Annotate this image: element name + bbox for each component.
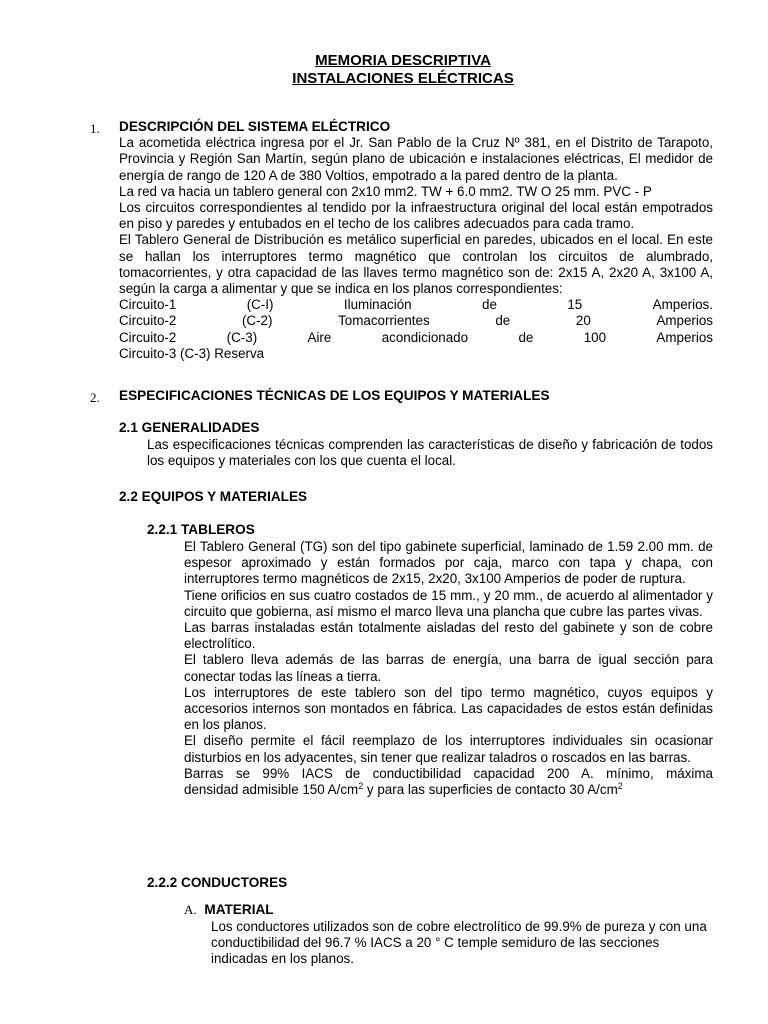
circuit-cell: Iluminación [343,297,412,313]
material-title: MATERIAL [204,902,274,917]
circuit-cell: Circuito-2 [119,313,177,329]
circuit-cell: Circuito-2 [119,329,177,345]
section-1-paragraph-4: El Tablero General de Distribución es metálico superficial en paredes, ubicados en el local. En este se hallan los interruptores termo magnético que controlan los circuitos de alumbrado, tomacorrientes, y otra capacidad de las llaves termo magnético son de: 2x15 A, 2x20 A, 3x100 A, según la carga a alimentar y que se indica en los planos correspondientes: [119,232,713,297]
circuit-cell: (C-3) [226,329,258,345]
subsection-2-2-2-heading: 2.2.2 CONDUCTORES [147,875,288,890]
tableros-paragraph-6: El diseño permite el fácil reemplazo de los interruptores individuales sin ocasionar disturbios en los adyacentes, sin tener que realizar taladros o roscados en las barras. [184,733,713,765]
section-1-paragraph-1: La acometida eléctrica ingresa por el Jr. San Pablo de la Cruz Nº 381, en el Distrito de Tarapoto, Provincia y Región San Martín, según plano de ubicación e instalaciones eléctricas, El medidor de energía de rango de 120 A de 380 Voltios, empotrado a la pared dentro de la planta. [119,135,713,183]
circuit-cell: 15 [567,297,583,313]
circuit-row-4: Circuito-3 (C-3) Reserva [119,345,265,361]
circuit-cell: Amperios [656,329,713,345]
subsection-2-2-1-heading: 2.2.1 TABLEROS [147,522,255,537]
circuit-cell: 20 [575,313,591,329]
document-title: MEMORIA DESCRIPTIVA [315,52,491,69]
tableros-paragraph-2: Tiene orificios en sus cuatro costados de 15 mm., y 20 mm., de acuerdo al alimentador y circuito que gobierna, así mismo el marco lleva una plancha que cubre las partes vivas. [184,587,713,619]
section-1-number: 1. [90,121,100,136]
material-heading [184,902,274,918]
circuit-cell: (C-I) [246,297,274,313]
section-1 [119,119,713,362]
section-1-paragraph-3: Los circuitos correspondientes al tendido por la infraestructura original del local están empotrados en piso y paredes y entubados en el techo de los calibres adecuados para cada tramo. [119,200,713,232]
material-letter: A. [184,902,197,917]
tableros-barras-line-1: Barras se 99% IACS de conductibilidad capacidad 200 A. mínimo, máxima [184,765,713,781]
document-subtitle: INSTALACIONES ELÉCTRICAS [292,70,514,87]
barras-density-text: densidad admisible 150 A/cm [184,782,359,798]
circuit-cell: de [518,329,534,345]
circuit-cell: Tomacorrientes [338,313,430,329]
section-1-paragraph-2: La red va hacia un tablero general con 2x10 mm2. TW + 6.0 mm2. TW O 25 mm. PVC - P [119,183,652,199]
circuit-cell: de [495,313,511,329]
circuit-cell: Aire [307,329,332,345]
tableros-body [184,539,713,798]
circuit-cell: de [482,297,497,313]
circuit-cell: Amperios. [652,297,713,313]
barras-contact-text: y para las superficies de contacto 30 A/cm [363,782,618,798]
subsection-2-1-text: Las especificaciones técnicas comprenden las características de diseño y fabricación de todos los equipos y materiales con los que cuenta el local. [147,437,713,469]
tableros-paragraph-4: El tablero lleva además de las barras de energía, una barra de igual sección para conectar todas las líneas a tierra. [184,652,713,684]
superscript-2: 2 [617,781,623,792]
circuit-row-3 [119,330,713,346]
section-2-number: 2. [90,390,100,405]
material-text: Los conductores utilizados son de cobre electrolítico de 99.9% de pureza y con una conductibilidad del 96.7 % IACS a 20 ° C temple semiduro de las secciones indicadas en los planos. [211,919,707,967]
tableros-paragraph-5: Los interruptores de este tablero son del tipo termo magnético, cuyos equipos y accesorios internos son montados en fábrica. Las capacidades de estos están definidas en los planos. [184,684,713,733]
section-2-heading: ESPECIFICACIONES TÉCNICAS DE LOS EQUIPOS Y MATERIALES [119,388,550,403]
subsection-2-1-heading: 2.1 GENERALIDADES [119,420,260,435]
tableros-barras-line-2 [184,782,713,798]
circuit-cell: 100 [583,329,607,345]
circuit-cell: (C-2) [241,313,273,329]
circuit-cell: Amperios [656,313,713,329]
section-1-heading: DESCRIPCIÓN DEL SISTEMA ELÉCTRICO [119,119,391,134]
circuit-cell: acondicionado [381,329,469,345]
circuit-row-2 [119,313,713,329]
tableros-paragraph-1: El Tablero General (TG) son del tipo gabinete superficial, laminado de 1.59 2.00 mm. de espesor aproximado y están formados por caja, marco con tapa y chapa, con interruptores termo magnéticos de 2x15, 2x20, 3x100 Amperios de poder de ruptura. [184,539,713,587]
circuit-cell: Circuito-1 [119,297,177,313]
superscript-2: 2 [358,781,364,792]
tableros-paragraph-3: Las barras instaladas están totalmente aisladas del resto del gabinete y son de cobre electrolítico. [184,620,713,652]
circuit-row-1 [119,297,713,313]
subsection-2-2-heading: 2.2 EQUIPOS Y MATERIALES [119,489,308,504]
